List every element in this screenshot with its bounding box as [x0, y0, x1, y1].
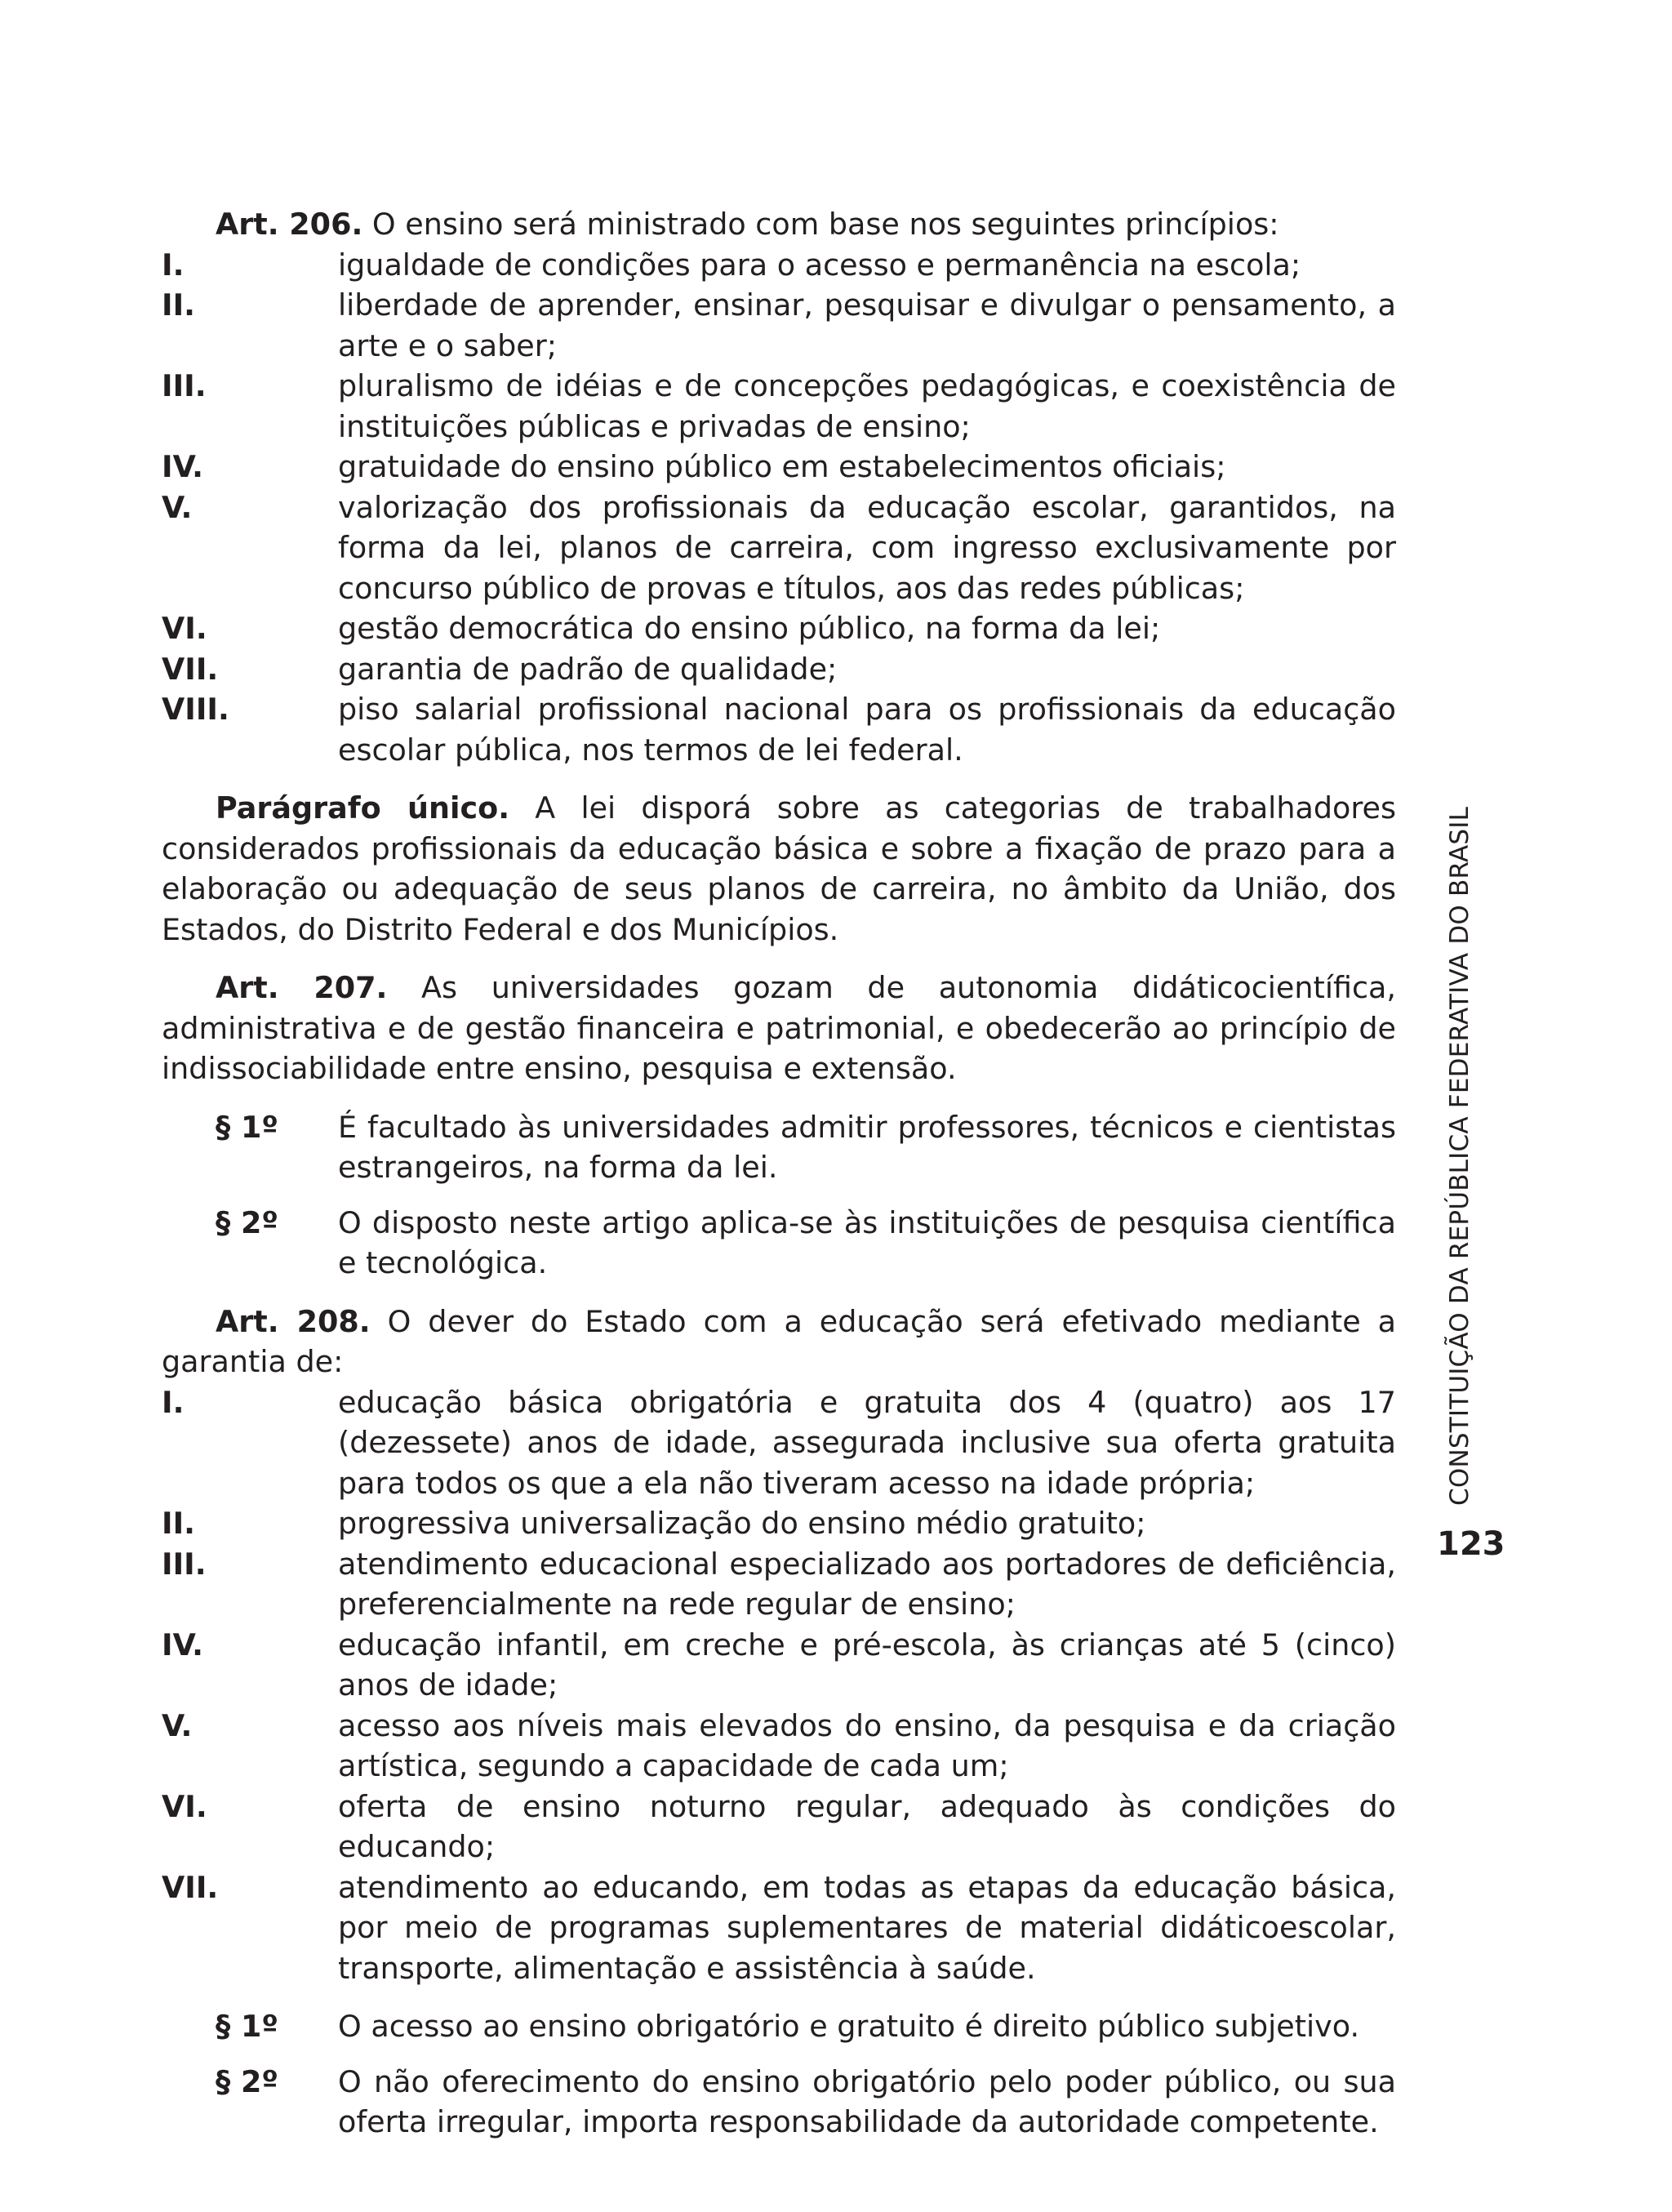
item-text: educação infantil, em creche e pré-escola, às crianças até 5 (cinco) anos de idade;: [338, 1627, 1396, 1702]
item-number: VII.: [162, 1869, 219, 1905]
item-text: gratuidade do ensino público em estabelecimentos oficiais;: [338, 449, 1226, 484]
page-number: 123: [1437, 1525, 1505, 1563]
item-text: garantia de padrão de qualidade;: [338, 651, 838, 687]
art-206-items: [162, 245, 1396, 771]
paragraph-number: § 1º: [216, 2009, 278, 2044]
paragraph-item: [162, 2006, 1396, 2047]
item-number: V.: [162, 1707, 193, 1743]
art-206-paragrafo-unico: [162, 788, 1396, 950]
paragraph-text: O não oferecimento do ensino obrigatório pelo poder público, ou sua oferta irregular, importa responsabilidade da autoridade competente.: [338, 2063, 1396, 2139]
art-207: [162, 968, 1396, 1089]
side-title-text: CONSTITUIÇÃO DA REPÚBLICA FEDERATIVA DO BRASIL: [1445, 806, 1474, 1506]
item-text: igualdade de condições para o acesso e permanência na escola;: [338, 247, 1301, 283]
list-item: [162, 649, 1396, 690]
item-number: III.: [162, 368, 207, 403]
item-number: II.: [162, 287, 196, 323]
item-number: V.: [162, 489, 193, 525]
item-text: progressiva universalização do ensino médio gratuito;: [338, 1506, 1146, 1541]
list-item: [162, 285, 1396, 366]
list-item: [162, 366, 1396, 447]
item-number: VIII.: [162, 692, 229, 727]
page-body: [162, 204, 1396, 2143]
item-number: I.: [162, 247, 185, 283]
list-item: [162, 1544, 1396, 1625]
list-item: [162, 1503, 1396, 1544]
paragraph-number: § 1º: [216, 1109, 278, 1145]
list-item: [162, 1867, 1396, 1989]
list-item: [162, 1706, 1396, 1787]
item-text: valorização dos profissionais da educação escolar, garantidos, na forma da lei, planos de carreira, com ingresso exclusivamente por concurso público de provas e títulos, aos das redes públicas;: [338, 489, 1396, 606]
art-206-intro: O ensino será ministrado com base nos seguintes princípios:: [362, 207, 1279, 242]
art-208-label: Art. 208.: [216, 1303, 371, 1339]
item-text: liberdade de aprender, ensinar, pesquisar e divulgar o pensamento, a arte e o saber;: [338, 287, 1396, 363]
paragraph-number: § 2º: [216, 1204, 278, 1240]
item-number: I.: [162, 1384, 185, 1420]
paragrafo-unico-text: A lei disporá sobre as categorias de trabalhadores considerados profissionais da educação básica e sobre a fixação de prazo para a elaboração ou adequação de seus planos de carreira, no âmbito da União, dos Estados, do Distrito Federal e dos Municípios.: [162, 790, 1396, 947]
item-text: atendimento educacional especializado aos portadores de deficiência, preferencialmente na rede regular de ensino;: [338, 1546, 1396, 1622]
paragraph-number: § 2º: [216, 2063, 278, 2099]
paragraph-item: [162, 2062, 1396, 2143]
paragraph-text: É facultado às universidades admitir professores, técnicos e cientistas estrangeiros, na forma da lei.: [338, 1109, 1396, 1185]
list-item: [162, 245, 1396, 286]
item-number: VII.: [162, 651, 219, 687]
list-item: [162, 1787, 1396, 1867]
paragraph-item: [162, 1203, 1396, 1284]
item-text: piso salarial profissional nacional para os profissionais da educação escolar pública, nos termos de lei federal.: [338, 692, 1396, 768]
list-item: [162, 608, 1396, 649]
item-number: IV.: [162, 449, 203, 484]
art-206-heading: [162, 204, 1396, 245]
item-text: oferta de ensino noturno regular, adequado às condições do educando;: [338, 1788, 1396, 1864]
list-item: [162, 1625, 1396, 1706]
list-item: [162, 487, 1396, 609]
item-text: acesso aos níveis mais elevados do ensino, da pesquisa e da criação artística, segundo a capacidade de cada um;: [338, 1707, 1396, 1783]
paragraph-text: O disposto neste artigo aplica-se às instituições de pesquisa científica e tecnológica.: [338, 1204, 1396, 1280]
art-207-text: As universidades gozam de autonomia didáticocientífica, administrativa e de gestão financeira e patrimonial, e obedecerão ao princípio de indissociabilidade entre ensino, pesquisa e extensão.: [162, 970, 1396, 1086]
item-number: IV.: [162, 1627, 203, 1662]
list-item: [162, 447, 1396, 487]
item-number: VI.: [162, 1788, 207, 1824]
item-number: II.: [162, 1506, 196, 1541]
paragraph-item: [162, 1107, 1396, 1188]
item-text: atendimento ao educando, em todas as etapas da educação básica, por meio de programas suplementares de material didáticoescolar, transporte, alimentação e assistência à saúde.: [338, 1869, 1396, 1986]
item-text: gestão democrática do ensino público, na forma da lei;: [338, 611, 1161, 646]
paragraph-text: O acesso ao ensino obrigatório e gratuito é direito público subjetivo.: [338, 2009, 1360, 2044]
item-number: VI.: [162, 611, 207, 646]
art-208-heading: [162, 1302, 1396, 1382]
art-207-label: Art. 207.: [216, 970, 388, 1005]
art-208-intro: O dever do Estado com a educação será efetivado mediante a garantia de:: [162, 1303, 1396, 1379]
list-item: [162, 689, 1396, 770]
item-text: educação básica obrigatória e gratuita dos 4 (quatro) aos 17 (dezessete) anos de idade, assegurada inclusive sua oferta gratuita para todos os que a ela não tiveram acesso na idade própria;: [338, 1384, 1396, 1501]
art-208-items: [162, 1382, 1396, 1989]
item-number: III.: [162, 1546, 207, 1582]
art-206-label: Art. 206.: [216, 207, 363, 242]
list-item: [162, 1382, 1396, 1504]
paragrafo-unico-label: Parágrafo único.: [216, 790, 510, 826]
item-text: pluralismo de idéias e de concepções pedagógicas, e coexistência de instituições públicas e privadas de ensino;: [338, 368, 1396, 444]
